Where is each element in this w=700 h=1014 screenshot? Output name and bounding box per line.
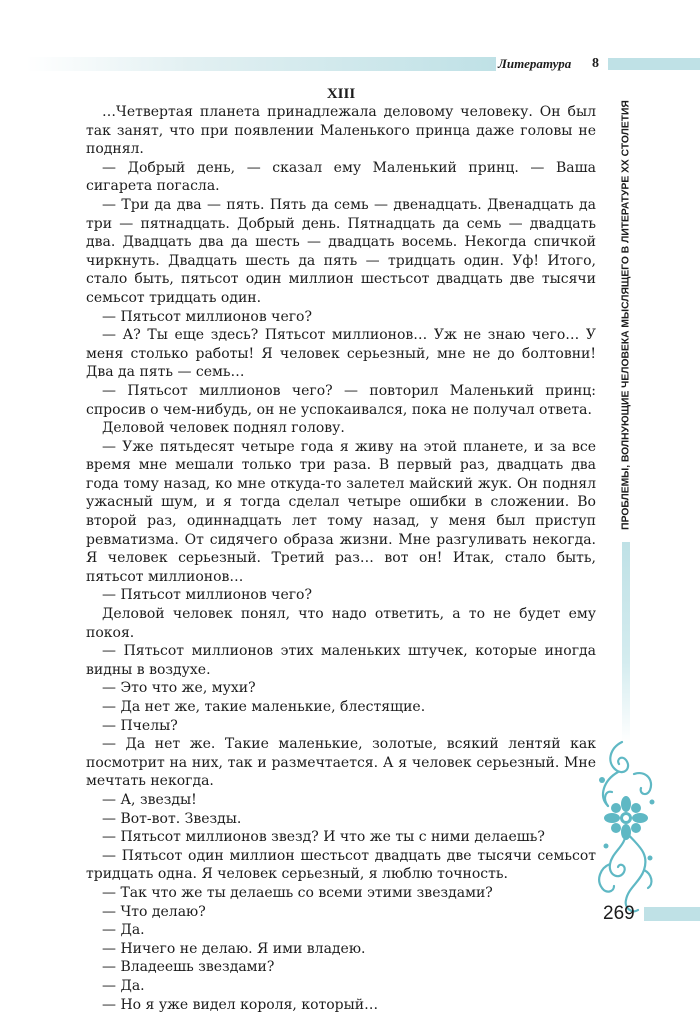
paragraph: — Но я уже видел короля, который… bbox=[86, 996, 596, 1014]
paragraph: — Пятьсот миллионов чего? bbox=[86, 308, 596, 327]
paragraph: — Вот-вот. Звезды. bbox=[86, 810, 596, 829]
paragraph: — Пчелы? bbox=[86, 717, 596, 736]
paragraph: Деловой человек поднял голову. bbox=[86, 419, 596, 438]
paragraph: — Так что же ты делаешь со всеми этими звездами? bbox=[86, 884, 596, 903]
paragraph: — А? Ты еще здесь? Пятьсот миллионов… Уж не знаю чего… У меня столько работы! Я человек серьезный, мне не до болтовни! Два да пять — семь… bbox=[86, 326, 596, 382]
paragraph: — Да. bbox=[86, 977, 596, 996]
paragraph: — Ничего не делаю. Я ими владею. bbox=[86, 940, 596, 959]
paragraph: — Пятьсот миллионов звезд? И что же ты с ними делаешь? bbox=[86, 828, 596, 847]
paragraph: — Это что же, мухи? bbox=[86, 679, 596, 698]
paragraph: — Пятьсот миллионов чего? bbox=[86, 586, 596, 605]
paragraph: — Что делаю? bbox=[86, 903, 596, 922]
paragraph: — Добрый день, — сказал ему Маленький принц. — Ваша сигарета погасла. bbox=[86, 159, 596, 196]
paragraph: — Да. bbox=[86, 921, 596, 940]
paragraph: — Да нет же, такие маленькие, блестящие. bbox=[86, 698, 596, 717]
floral-ornament-icon bbox=[592, 740, 660, 916]
paragraph: Деловой человек понял, что надо ответить, а то не будет ему покоя. bbox=[86, 605, 596, 642]
paragraph: — Уже пятьдесят четыре года я живу на этой планете, и за все время мне мешали только три раза. В первый раз, двадцать два года тому назад, ко мне откуда-то залетел майский жук. Он поднял ужасный шум, и я тогда сделал четыре ошибки в сложении. Во второй раз, одиннадцать лет тому назад, у меня был приступ ревматизма. От сидячего образа жизни. Мне разгуливать некогда. Я человек серьезный. Третий раз… вот он! Итак, стало быть, пятьсот миллионов… bbox=[86, 438, 596, 587]
page-number: 269 bbox=[603, 903, 635, 925]
paragraph: — Владеешь звездами? bbox=[86, 958, 596, 977]
footer-band bbox=[644, 907, 700, 921]
paragraph: …Четвертая планета принадлежала деловому человеку. Он был так занят, что при появлении Маленького принца даже головы не поднял. bbox=[86, 103, 596, 159]
side-bar bbox=[622, 542, 630, 742]
chapter-number: XIII bbox=[86, 86, 596, 103]
header-band bbox=[26, 57, 496, 71]
paragraph: — Пятьсот один миллион шестьсот двадцать две тысячи семьсот тридцать одна. Я человек серьезный, я люблю точность. bbox=[86, 847, 596, 884]
paragraph: — Пятьсот миллионов чего? — повторил Маленький принц: спросив о чем-нибудь, он не успокаивался, пока не получал ответа. bbox=[86, 382, 596, 419]
paragraph: — Три да два — пять. Пять да семь — двенадцать. Двенадцать да три — пятнадцать. Добрый день. Пятнадцать да семь — двадцать два. Двадцать два да шесть — двадцать восемь. Некогда спичкой чиркнуть. Двадцать шесть да пять — тридцать один. Уф! Итого, стало быть, пятьсот один миллион шестьсот двадцать две тысячи семьсот тридцать один. bbox=[86, 196, 596, 308]
body-text bbox=[86, 103, 596, 1014]
side-caption-text: ПРОБЛЕМЫ, ВОЛНУЮЩИЕ ЧЕЛОВЕКА МЫСЛЯЩЕГО В ЛИТЕРАТУРЕ XX СТОЛЕТИЯ bbox=[621, 100, 632, 530]
header-subject: Литература bbox=[498, 56, 571, 72]
header-right-band bbox=[608, 58, 700, 70]
paragraph: — Да нет же. Такие маленькие, золотые, всякий лентяй как посмотрит на них, так и размечтается. А я человек серьезный. Мне мечтать некогда. bbox=[86, 735, 596, 791]
paragraph: — Пятьсот миллионов этих маленьких штучек, которые иногда видны в воздухе. bbox=[86, 642, 596, 679]
paragraph: — А, звезды! bbox=[86, 791, 596, 810]
header-grade: 8 bbox=[592, 56, 599, 72]
side-caption bbox=[618, 96, 634, 534]
